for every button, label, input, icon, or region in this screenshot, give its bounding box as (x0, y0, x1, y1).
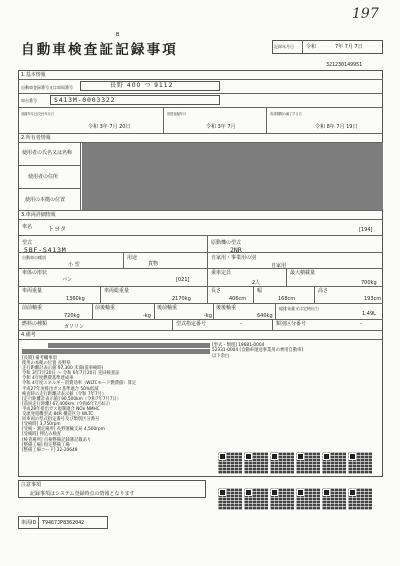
chassis-label: 車台番号 (21, 98, 37, 103)
width-label: 幅 (257, 288, 263, 294)
max-load-label: 最大積載量 (290, 270, 316, 276)
capacity-label: 乗車定員 (211, 270, 232, 276)
qr-code-2 (244, 452, 268, 474)
section1-title: 1.基本情報 (21, 72, 46, 78)
section3-title: 3.車両詳細情報 (21, 212, 56, 218)
body-value: バン (62, 277, 73, 283)
vehicle-type-label: 自動車の種別 (22, 255, 46, 260)
note-line: [走行距離計表示値] 90,500km（令和7年7月7日） (22, 396, 122, 402)
qr-code-4 (296, 452, 320, 474)
displacement-value: 1.49L (362, 311, 376, 317)
gross-weight-label: 車両総重量 (104, 288, 130, 294)
vehicle-id-label: 車両ID (21, 520, 37, 526)
qr-code-10 (296, 488, 320, 510)
height-label: 高さ (318, 288, 329, 294)
capacity-value: 2人 (252, 280, 261, 286)
qr-code-9 (270, 488, 294, 510)
note-line: 使用の本拠の位置 長野県 (22, 361, 71, 367)
length-value: 406cm (229, 296, 247, 302)
note-right-line: 52331-0004 [自動車運送事業用の乗用自動車] (212, 348, 304, 354)
fuel-label: 燃料の種類 (22, 321, 48, 327)
note-line: [整備工場コード] 32-20649 (22, 447, 78, 453)
note-line: 検査時の走行距離計表示値（令和 7年7月） (22, 391, 107, 397)
corner-page-number: 197 (352, 6, 379, 22)
max-load-value: 700kg (361, 280, 377, 286)
private-value: 自家用 (271, 263, 287, 269)
rear-front-axle-label: 後前軸重 (157, 305, 178, 311)
base-location-label: 使用の本拠の位置 (25, 197, 66, 203)
length-label: 長さ (211, 288, 222, 294)
note-line: [検査場所] 点検整備記録簿記載あり (22, 437, 92, 443)
first-reg-value: 令和 3年 7月 20日 (88, 124, 131, 130)
front-rear-axle-label: 前後軸重 (95, 305, 116, 311)
model-number-value: - (240, 321, 242, 327)
expiry-label: 有効期間の満了する日 (270, 112, 302, 116)
model-value: 5BF-S413M (24, 246, 67, 254)
qr-code-1 (218, 452, 242, 474)
qr-code-12 (348, 488, 372, 510)
owner-info-redacted (82, 143, 383, 210)
note-line: 令和 3年7月20日 〜 令和 6年7月20日 先回検査証 (22, 371, 120, 377)
front-rear-axle-value: -kg (143, 313, 151, 319)
first-reg-ym-value: 令和 3年 7月 (206, 124, 236, 130)
private-label: 自家用・事業用の別 (211, 255, 257, 261)
section2-title: 2.所有者情報 (21, 135, 51, 141)
rear-front-axle-value: -kg (204, 313, 212, 319)
front-front-axle-label: 前前軸重 (22, 305, 43, 311)
weight-value: 1360kg (66, 296, 85, 302)
maker-label: 車名 (22, 224, 33, 230)
first-reg-ym-label: 初度登録年月 (167, 112, 187, 116)
body-code: [021] (176, 277, 190, 283)
vehicle-type-value: 小 型 (68, 262, 80, 268)
vehicle-id-value: T9467JP8362042 (42, 520, 85, 526)
qr-code-7 (218, 488, 242, 510)
height-value: 193cm (364, 296, 382, 302)
note-line: 同車両の型式指定番号及び類別区分番号 (22, 417, 100, 423)
engine-value: 2NR (230, 246, 242, 254)
gross-weight-value: 2170kg (172, 296, 191, 302)
note-line: [前回走行距離] 67,400km（令和6年7月4日） (22, 401, 113, 407)
fuel-value: ガソリン (64, 324, 85, 330)
record-era: 令和 (306, 44, 317, 50)
width-value: 168cm (278, 296, 296, 302)
rear-rear-axle-value: 640kg (257, 313, 273, 319)
use-label: 用途 (127, 255, 138, 261)
reg-number-label: 自動車登録番号又は車両番号 (21, 85, 73, 90)
rear-rear-axle-label: 後後軸重 (216, 305, 237, 311)
note-line: 交流発電機型式 84R 構造区分 WLTC (22, 412, 94, 418)
note-line: [受検時] 押込み検査 (22, 432, 62, 438)
note-line: [受検・測定場所] 長野運輸支局 4,500rpm (22, 427, 105, 433)
maker-code: [194] (359, 227, 373, 233)
use-value: 貨物 (148, 261, 159, 267)
note-line: [受検時] 3,750rpm (22, 422, 61, 428)
owner-address-label: 使用者の住所 (28, 174, 59, 180)
engine-label: 原動機の型式 (211, 240, 242, 246)
reg-number-value: 長野 400 つ 9112 (110, 82, 174, 89)
notes-redacted-2 (22, 349, 210, 354)
title-marker: B (116, 32, 120, 38)
note-line: [長期] 備考欄事項 (22, 356, 57, 361)
matters-label: 注意事項 (21, 482, 42, 488)
body-label: 車体の形状 (22, 270, 48, 276)
displacement-label: 総排気量又は定格出力 (279, 306, 319, 311)
qr-code-8 (244, 488, 268, 510)
matters-text: 記録事項はシステム登録時点の情報となります (30, 491, 135, 497)
document-number: 321230149951 (326, 62, 363, 68)
note-line: 令和 4年度燃費基準達成車 (22, 376, 74, 382)
record-date-label: 記録年月日 (274, 44, 294, 49)
chassis-value: S413M-0003322 (54, 96, 116, 104)
owner-name-label: 使用者の氏名又は名称 (22, 150, 73, 156)
note-line: 走行距離計表示値 97,300 未満(前車検時) (22, 366, 104, 372)
note-line: 平成28年排出ガス規制適合 NOx NMHC (22, 406, 100, 412)
qr-code-11 (322, 488, 346, 510)
record-date-value: 7年 7月 7日 (335, 44, 363, 50)
category-number-value: - (360, 321, 362, 327)
front-front-axle-value: 720kg (64, 313, 80, 319)
notes-right (212, 343, 303, 359)
model-label: 型式 (22, 240, 33, 246)
first-reg-label: 登録年月日/交付年月日 (21, 112, 54, 116)
note-line: 平成27年度排出ガス基準適合 50%低減 (22, 386, 99, 392)
note-line: 令和 4年度エネルギー消費効率（WLTCモード燃費値）算定 (22, 381, 137, 387)
note-right-line: [型式・類別] 19681-0004 (212, 343, 265, 348)
category-number-label: 類別区分番号 (276, 321, 307, 327)
note-line: [整備工場] 指定整備工場 (22, 442, 70, 448)
section4-title: 4.備考 (21, 332, 36, 338)
note-right-line: 以下余白 (212, 353, 230, 359)
notes-list (22, 356, 136, 453)
expiry-value: 令和 8年 7月 19日 (315, 124, 358, 130)
page-title: 自動車検査証記録事項 (21, 42, 178, 58)
qr-code-5 (322, 452, 346, 474)
notes-redacted-1 (48, 343, 210, 348)
maker-value: トヨタ (48, 226, 67, 233)
weight-label: 車両重量 (22, 288, 43, 294)
model-number-label: 型式指定番号 (176, 321, 207, 327)
qr-code-3 (270, 452, 294, 474)
qr-code-6 (348, 452, 372, 474)
